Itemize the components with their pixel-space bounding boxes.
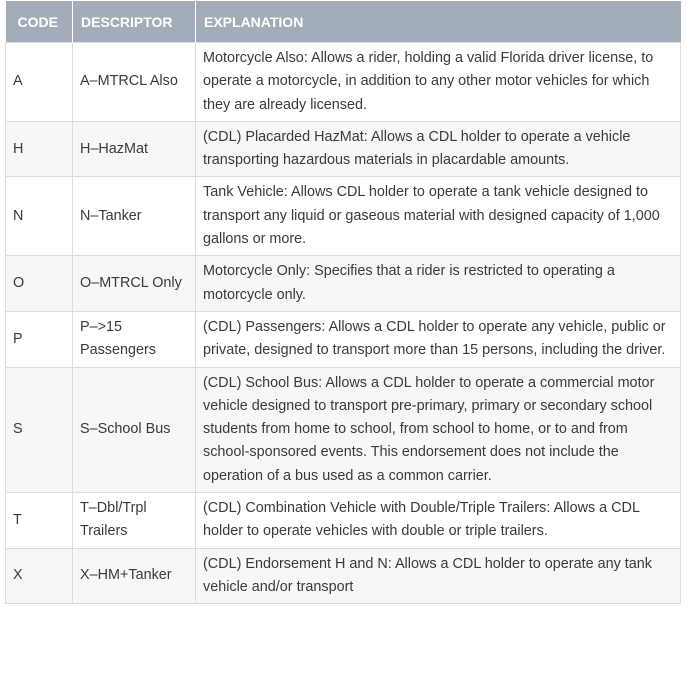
table-row bbox=[6, 43, 681, 122]
cell-code: N bbox=[6, 177, 73, 256]
cell-code: A bbox=[6, 43, 73, 122]
cell-descriptor: A–MTRCL Also bbox=[73, 43, 196, 122]
table-row bbox=[6, 548, 681, 604]
table-body bbox=[6, 43, 681, 604]
table-row bbox=[6, 177, 681, 256]
cell-descriptor: N–Tanker bbox=[73, 177, 196, 256]
endorsement-table-container bbox=[5, 1, 680, 604]
header-explanation: EXPLANATION bbox=[196, 1, 681, 43]
header-code: CODE bbox=[6, 1, 73, 43]
endorsement-codes-table bbox=[5, 1, 681, 604]
cell-descriptor: P–>15 Passengers bbox=[73, 311, 196, 367]
cell-code: S bbox=[6, 367, 73, 492]
cell-descriptor: T–Dbl/Trpl Trailers bbox=[73, 493, 196, 549]
cell-descriptor: S–School Bus bbox=[73, 367, 196, 492]
table-header bbox=[6, 1, 681, 43]
cell-explanation: (CDL) Passengers: Allows a CDL holder to operate any vehicle, public or private, designed to transport more than 15 persons, including the driver. bbox=[196, 311, 681, 367]
cell-explanation: (CDL) Endorsement H and N: Allows a CDL holder to operate any tank vehicle and/or transport bbox=[196, 548, 681, 604]
cell-code: T bbox=[6, 493, 73, 549]
cell-code: H bbox=[6, 121, 73, 177]
cell-descriptor: O–MTRCL Only bbox=[73, 256, 196, 312]
header-descriptor: DESCRIPTOR bbox=[73, 1, 196, 43]
cell-explanation: (CDL) Combination Vehicle with Double/Triple Trailers: Allows a CDL holder to operate vehicles with double or triple trailers. bbox=[196, 493, 681, 549]
cell-descriptor: H–HazMat bbox=[73, 121, 196, 177]
cell-code: X bbox=[6, 548, 73, 604]
header-row bbox=[6, 1, 681, 43]
table-row bbox=[6, 256, 681, 312]
cell-explanation: Tank Vehicle: Allows CDL holder to operate a tank vehicle designed to transport any liquid or gaseous material with designed capacity of 1,000 gallons or more. bbox=[196, 177, 681, 256]
cell-explanation: (CDL) School Bus: Allows a CDL holder to operate a commercial motor vehicle designed to transport pre-primary, primary or secondary school students from home to school, from school to home, or to and from school-sponsored events. This endorsement does not include the operation of a bus used as a common carrier. bbox=[196, 367, 681, 492]
table-row bbox=[6, 367, 681, 492]
table-row bbox=[6, 311, 681, 367]
cell-explanation: Motorcycle Also: Allows a rider, holding a valid Florida driver license, to operate a motorcycle, in addition to any other motor vehicles for which they are already licensed. bbox=[196, 43, 681, 122]
cell-descriptor: X–HM+Tanker bbox=[73, 548, 196, 604]
cell-explanation: (CDL) Placarded HazMat: Allows a CDL holder to operate a vehicle transporting hazardous materials in placardable amounts. bbox=[196, 121, 681, 177]
cell-code: P bbox=[6, 311, 73, 367]
cell-code: O bbox=[6, 256, 73, 312]
cell-explanation: Motorcycle Only: Specifies that a rider is restricted to operating a motorcycle only. bbox=[196, 256, 681, 312]
table-row bbox=[6, 493, 681, 549]
table-row bbox=[6, 121, 681, 177]
